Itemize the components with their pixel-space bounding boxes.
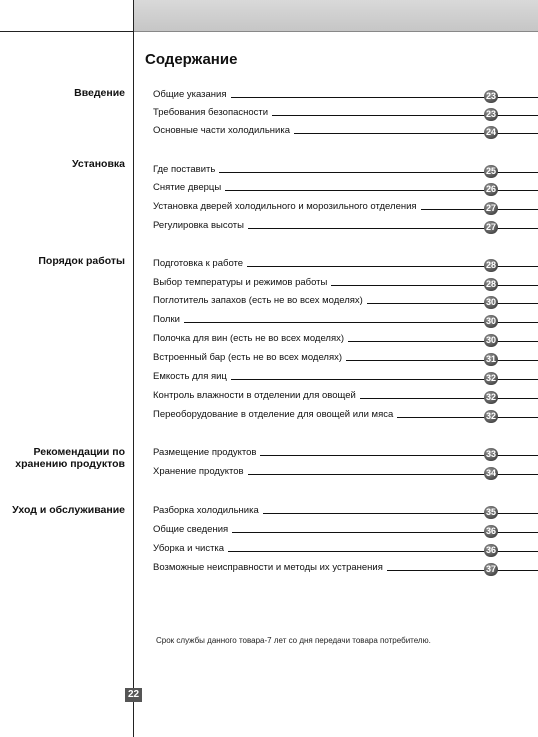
toc-page-badge: 31 [485,354,496,364]
toc-item-text: Установка дверей холодильного и морозильного отделения [153,200,421,213]
toc-page-badge: 27 [485,222,496,232]
toc-page-badge: 30 [485,297,496,307]
toc-page-badge: 28 [485,279,496,289]
toc-item[interactable] [153,351,538,365]
toc-item-text: Возможные неисправности и методы их устранения [153,561,387,574]
section-label-intro: Введение [74,87,125,99]
toc-item[interactable] [153,446,538,460]
toc-item-text: Подготовка к работе [153,257,247,270]
toc-item-text: Поглотитель запахов (есть не во всех моделях) [153,294,367,307]
header-rule [0,31,134,32]
toc-item[interactable] [153,542,538,556]
page-number: 22 [125,688,142,702]
toc-item[interactable] [153,124,538,138]
toc-page-badge: 27 [485,203,496,213]
section-label-storage: Рекомендации по хранению продуктов [15,446,125,470]
toc-page-badge: 30 [485,316,496,326]
toc-item[interactable] [153,88,538,102]
toc-item[interactable] [153,219,538,233]
toc-item-text: Переоборудование в отделение для овощей или мяса [153,408,397,421]
toc-item-text: Полочка для вин (есть не во всех моделях) [153,332,348,345]
toc-item-text: Снятие дверцы [153,181,225,194]
toc-item-text: Общие указания [153,88,231,101]
toc-item[interactable] [153,523,538,537]
toc-page-badge: 32 [485,373,496,383]
toc-item-text: Общие сведения [153,523,232,536]
toc-page-badge: 34 [485,468,496,478]
toc-item[interactable] [153,332,538,346]
toc-page-badge: 23 [485,109,496,119]
toc-item[interactable] [153,408,538,422]
toc-item-text: Основные части холодильника [153,124,294,137]
toc-item-text: Требования безопасности [153,106,272,119]
toc-page-badge: 35 [485,507,496,517]
toc-page-badge: 24 [485,127,496,137]
toc-page-badge: 32 [485,411,496,421]
section-label-care: Уход и обслуживание [12,504,125,516]
margin-rule [133,0,134,737]
toc-page-badge: 36 [485,526,496,536]
toc-item[interactable] [153,465,538,479]
section-label-installation: Установка [72,158,125,170]
toc-page-badge: 26 [485,184,496,194]
toc-item-text: Уборка и чистка [153,542,228,555]
toc-page-badge: 30 [485,335,496,345]
page-title: Содержание [145,51,238,68]
toc-page-badge: 37 [485,564,496,574]
toc-item-text: Разборка холодильника [153,504,263,517]
toc-item-text: Встроенный бар (есть не во всех моделях) [153,351,346,364]
toc-page-badge: 23 [485,91,496,101]
toc-page-badge: 28 [485,260,496,270]
toc-page-badge: 36 [485,545,496,555]
toc-item[interactable] [153,181,538,195]
header-bar [134,0,538,32]
toc-item[interactable] [153,163,538,177]
toc-item-text: Контроль влажности в отделении для овощей [153,389,360,402]
toc-item[interactable] [153,106,538,120]
toc-item-text: Где поставить [153,163,219,176]
toc-page-badge: 25 [485,166,496,176]
toc-item[interactable] [153,504,538,518]
toc-item[interactable] [153,561,538,575]
toc-item-text: Регулировка высоты [153,219,248,232]
toc-item[interactable] [153,200,538,214]
toc-item-text: Емкость для яиц [153,370,231,383]
toc-item[interactable] [153,370,538,384]
leader-line [153,322,538,323]
toc-item[interactable] [153,389,538,403]
toc-item[interactable] [153,276,538,290]
toc-page-badge: 32 [485,392,496,402]
section-label-operation: Порядок работы [38,255,125,267]
toc-item-text: Размещение продуктов [153,446,260,459]
toc-item[interactable] [153,313,538,327]
toc-item[interactable] [153,294,538,308]
toc-page-badge: 33 [485,449,496,459]
service-life-note: Срок службы данного товара-7 лет со дня передачи товара потребителю. [156,636,431,645]
toc-item-text: Выбор температуры и режимов работы [153,276,331,289]
toc-item-text: Полки [153,313,184,326]
toc-item-text: Хранение продуктов [153,465,248,478]
toc-item[interactable] [153,257,538,271]
